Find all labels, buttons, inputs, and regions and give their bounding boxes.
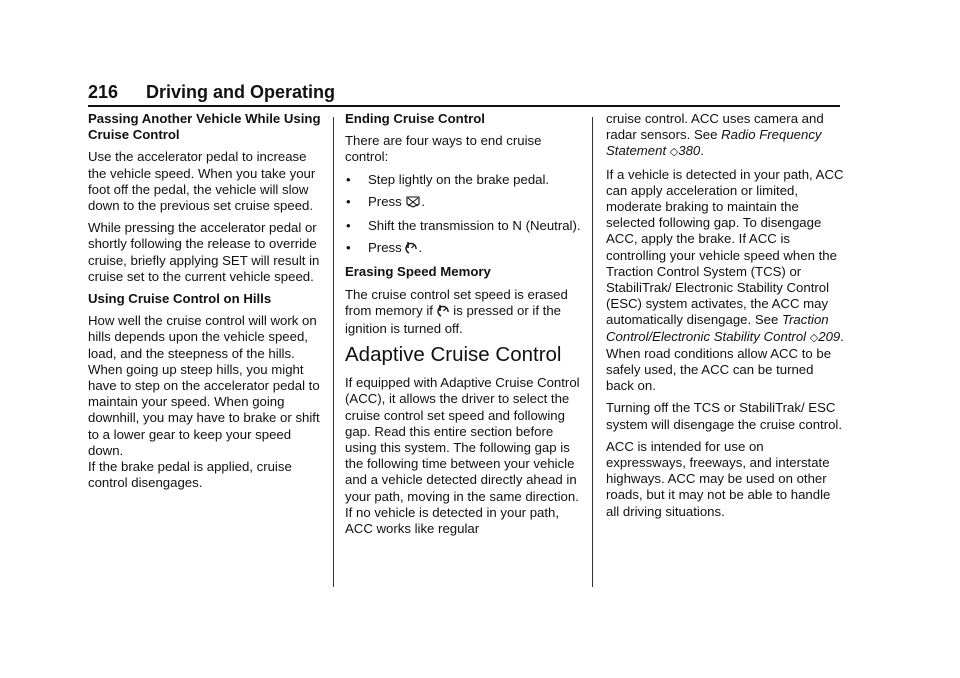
paragraph-acc-continued: [606, 111, 844, 161]
erase-text-2: is pressed or if the ignition is turned off.: [345, 302, 562, 337]
cruise-on-off-icon: [437, 304, 450, 321]
column-3: [606, 111, 844, 526]
column-2: [345, 111, 585, 543]
paragraph-four-ways: There are four ways to end cruise control:: [345, 133, 542, 165]
list-item: [345, 240, 585, 258]
override-text-1: While pressing the accelerator pedal or shortly following the release to override cruise, briefly applying SET: [88, 220, 317, 268]
heading-erasing: Erasing Speed Memory: [345, 264, 491, 280]
bullet-text: Step lightly on the brake pedal.: [368, 171, 550, 187]
column-divider: [333, 117, 334, 587]
column-divider: [592, 117, 593, 587]
heading-hills: Using Cruise Control on Hills: [88, 291, 272, 307]
override-text-2: will result in cruise set to the current vehicle speed.: [88, 252, 320, 284]
link-traction-control[interactable]: Traction Control/Electronic Stability Control: [606, 312, 829, 344]
list-item: [345, 218, 585, 234]
bullet-text-end: .: [418, 240, 423, 256]
cruise-cancel-icon: [405, 196, 421, 212]
paragraph-hills: How well the cruise control will work on hills depends upon the vehicle speed, load, and the steepness of the hills. When going up steep hills, you might have to step on the accelerator pedal to maintain your speed. When going downhill, you may have to brake or shift to a lower gear to keep your speed down.: [88, 313, 320, 458]
link-radio-frequency[interactable]: Radio Frequency Statement: [606, 127, 822, 159]
paragraph-acc: If equipped with Adaptive Cruise Control (ACC), it allows the driver to select the cruise control set speed and following gap. Read this entire section before using this system. The following gap is the following time between your vehicle and a vehicle detected directly ahead in your path, moving in the same direction. If no vehicle is detected in your path, ACC works like regular: [345, 375, 580, 537]
paragraph-intended: ACC is intended for use on expressways, freeways, and interstate highways. ACC may be used on other roads, but it may not be able to handle all driving situations.: [606, 438, 831, 519]
list-item: [345, 194, 585, 212]
header-rule: [88, 105, 840, 107]
heading-ending: Ending Cruise Control: [345, 111, 485, 126]
bullet-text: Press: [368, 240, 402, 256]
bullet-dot: •: [346, 193, 351, 209]
bullet-text: Shift the transmission to N (Neutral).: [368, 218, 581, 234]
cruise-on-off-icon: [405, 241, 418, 258]
reference-arrow-icon: ◇: [809, 331, 819, 344]
detected-text-1: If a vehicle is detected in your path, ACC can apply acceleration or limited, moderate braking to maintain the selected following gap. To disengage ACC, apply the brake. If ACC is controlling your vehicle speed when the Traction Control System (TCS) or StabiliTrak/ Electronic Stability Control (ESC) system activates, the ACC may automatically disengage. See: [606, 166, 844, 328]
heading-passing: Passing Another Vehicle While Using Cruise Control: [88, 111, 321, 143]
page-header: [88, 82, 840, 106]
page-reference[interactable]: 380: [678, 143, 701, 159]
paragraph-override: [88, 220, 326, 285]
paragraph-tcs: Turning off the TCS or StabiliTrak/ ESC system will disengage the cruise control.: [606, 400, 843, 432]
page-number: 216: [88, 82, 119, 102]
bullet-text-end: .: [421, 193, 426, 209]
page-reference[interactable]: 209: [818, 328, 841, 344]
bullet-text: Press: [368, 193, 402, 209]
paragraph-passing: Use the accelerator pedal to increase the vehicle speed. When you take your foot off the pedal, the vehicle will slow down to the previous set cruise speed.: [88, 149, 316, 214]
bullet-dot: •: [346, 171, 351, 187]
paragraph-erasing: [345, 287, 585, 338]
bullet-dot: •: [346, 218, 351, 234]
heading-acc: Adaptive Cruise Control: [345, 343, 562, 367]
section-title: Driving and Operating: [146, 82, 336, 102]
reference-arrow-icon: ◇: [669, 146, 679, 159]
paragraph-brake: If the brake pedal is applied, cruise control disengages.: [88, 459, 292, 491]
paragraph-detected: [606, 167, 844, 395]
acc-cont-text: cruise control. ACC uses camera and radar sensors. See: [606, 111, 824, 143]
list-item: [345, 172, 585, 188]
acc-cont-end: .: [700, 143, 704, 159]
erase-text-1: The cruise control set speed is erased from memory if: [345, 286, 568, 318]
detected-text-2: . When road conditions allow ACC to be safely used, the ACC can be turned back on.: [606, 328, 844, 394]
column-1: [88, 111, 326, 497]
bullet-dot: •: [346, 240, 351, 256]
